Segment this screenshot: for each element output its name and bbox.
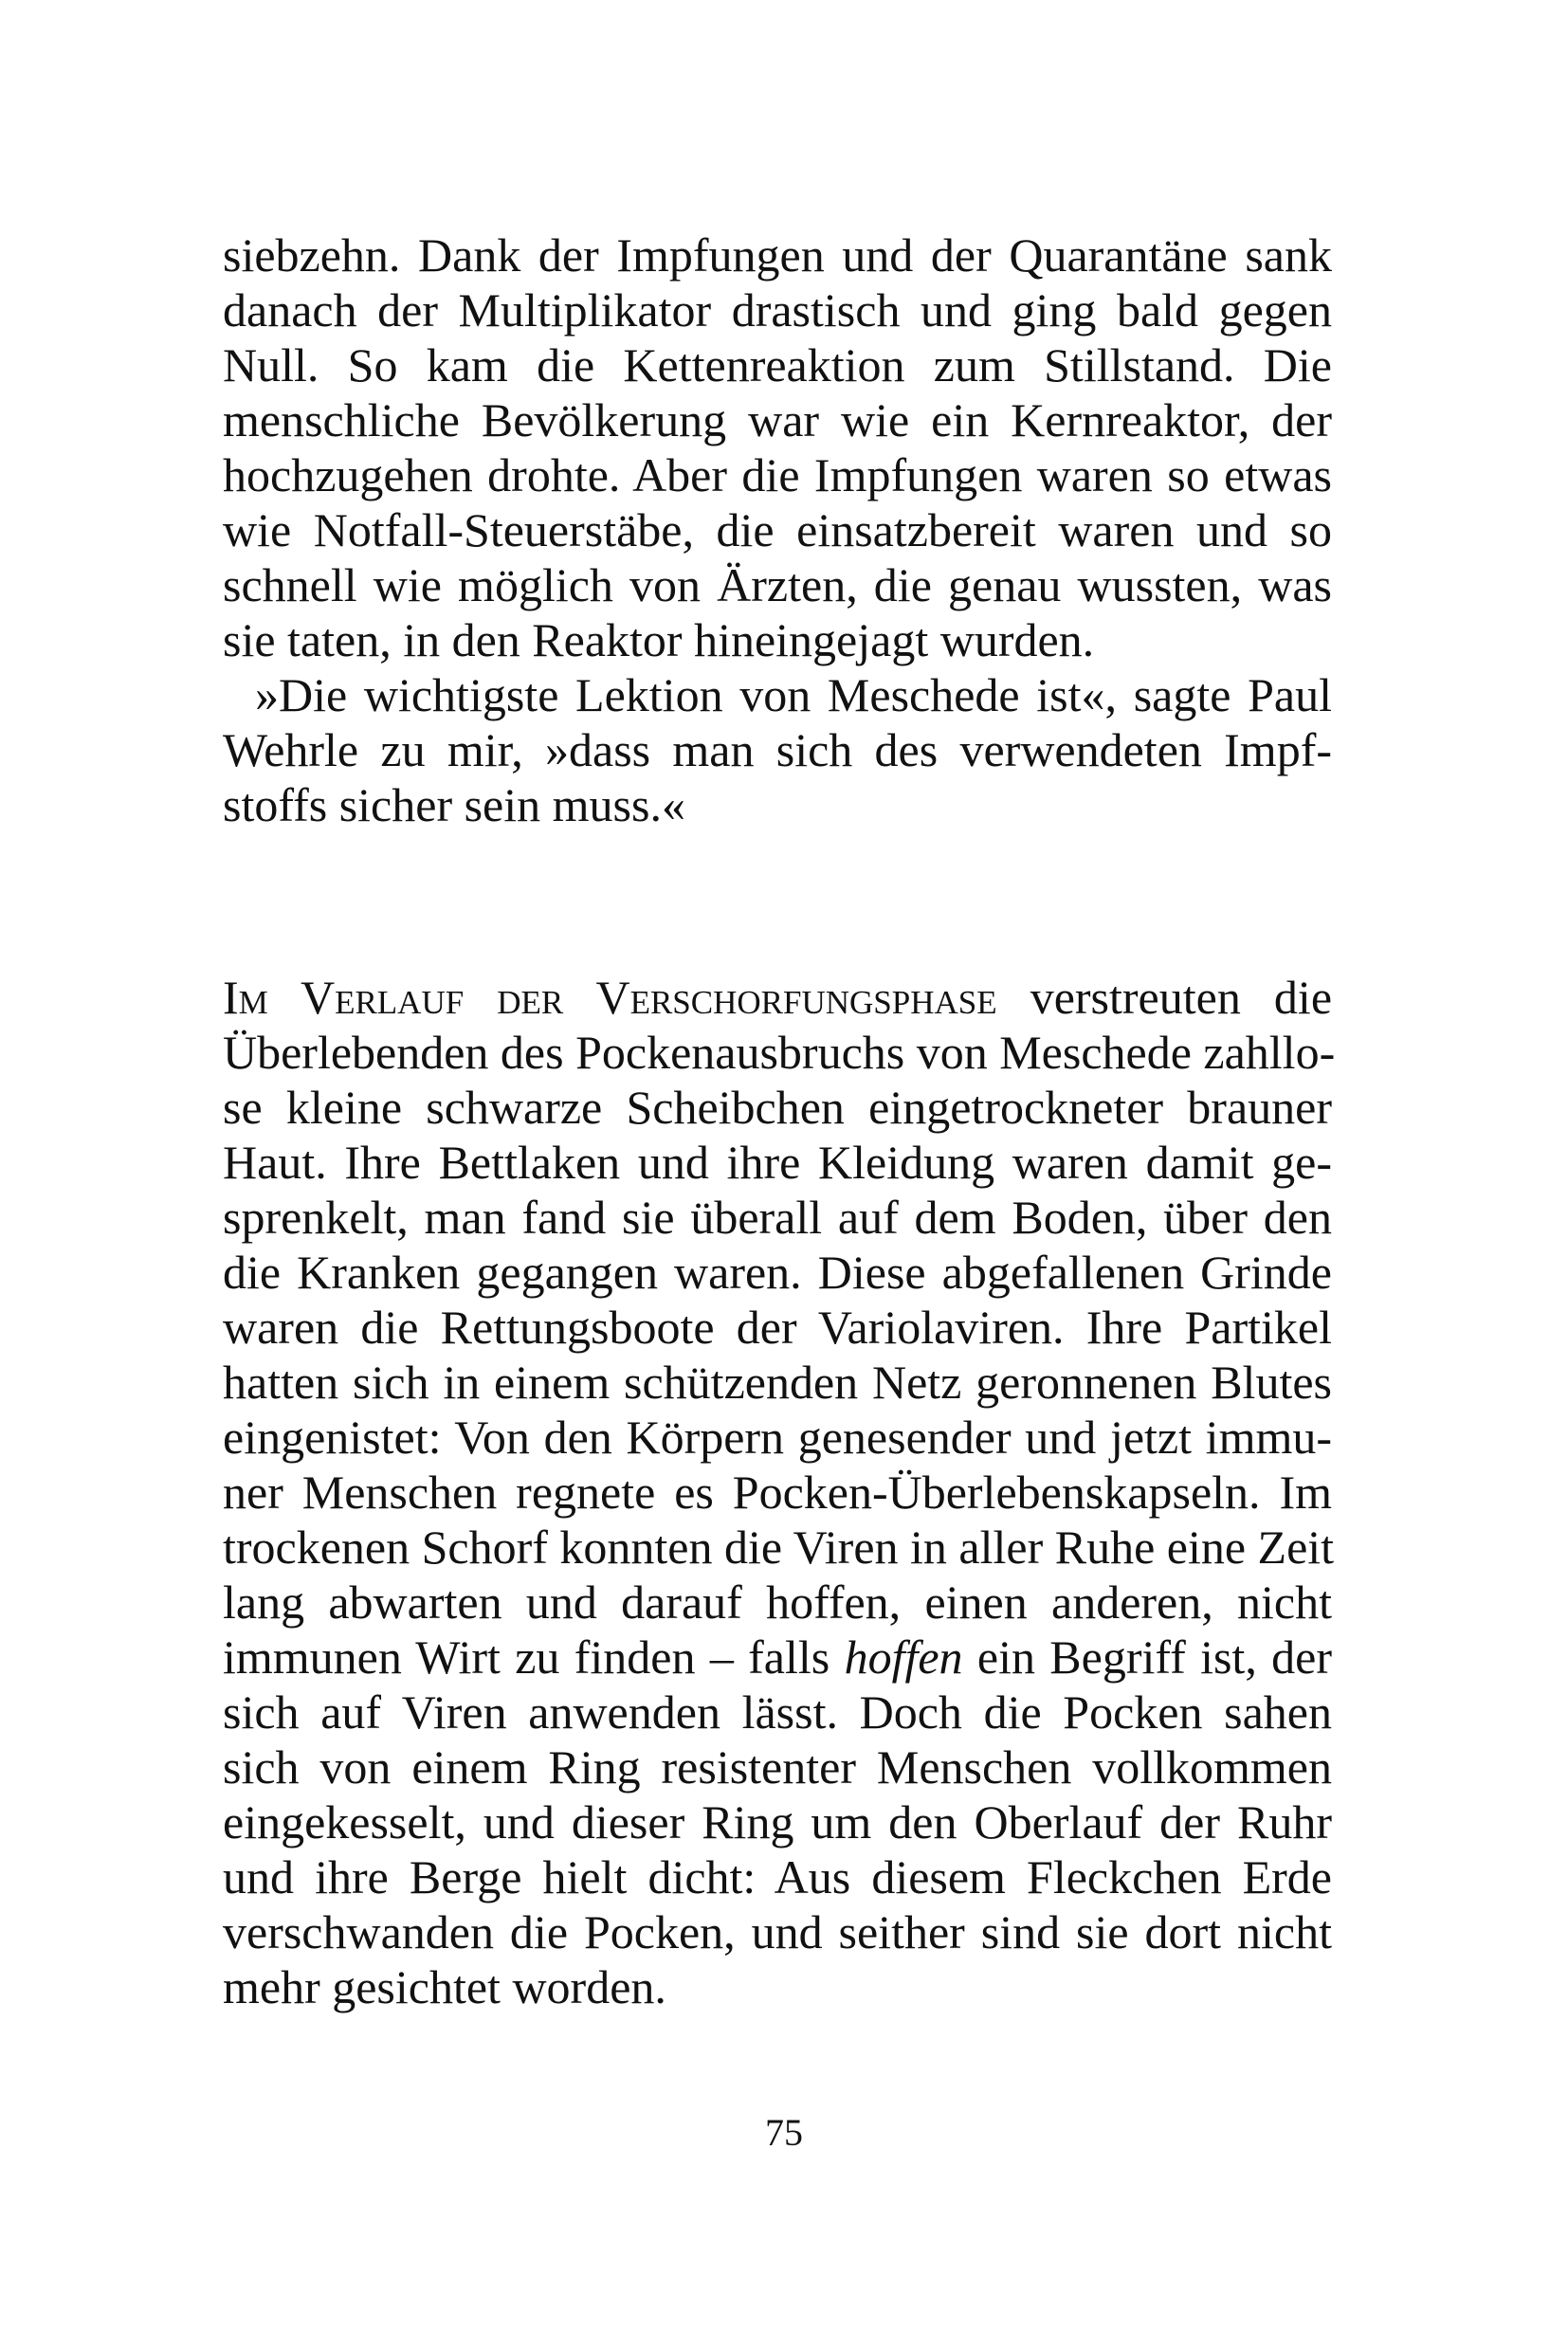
small-caps-lead-in: Im Verlauf der Verschorfungsphase	[223, 971, 997, 1024]
text-line: sie taten, in den Reaktor hineingejagt wurden.	[223, 613, 1095, 666]
text-line: eingekesselt, und dieser Ring um den Oberlauf der Ruhr	[223, 1795, 1332, 1849]
text-line: hatten sich in einem schützenden Netz geronnenen Blutes	[223, 1356, 1332, 1409]
text-line: sich auf Viren anwenden lässt. Doch die Pocken sahen	[223, 1685, 1332, 1739]
text-line: Null. So kam die Kettenreaktion zum Stillstand. Die	[223, 338, 1332, 392]
opening-line-rest: verstreuten die	[1030, 971, 1333, 1024]
text-line-opening	[223, 970, 1332, 1025]
text-line: siebzehn. Dank der Impfungen und der Quarantäne sank	[223, 228, 1332, 282]
text-line: se kleine schwarze Scheibchen eingetrockneter brauner	[223, 1081, 1332, 1134]
text-line: wie Notfall-Steuerstäbe, die einsatzbereit waren und so	[223, 503, 1332, 556]
text-line: schnell wie möglich von Ärzten, die genau wussten, was	[223, 558, 1332, 611]
italic-word: hoffen	[844, 1630, 963, 1684]
paragraph-block-2	[223, 970, 1336, 2014]
text-line: Haut. Ihre Bettlaken und ihre Kleidung waren damit ge-	[223, 1136, 1332, 1189]
text-line: Wehrle zu mir, »dass man sich des verwendeten Impf-	[223, 723, 1332, 776]
text-line: trockenen Schorf konnten die Viren in aller Ruhe eine Zeit	[223, 1521, 1335, 1574]
text-line: die Kranken gegangen waren. Diese abgefallenen Grinde	[223, 1246, 1332, 1299]
text-line: verschwanden die Pocken, und seither sind sie dort nicht	[223, 1905, 1332, 1958]
italic-line-before: immunen Wirt zu finden – falls	[223, 1630, 845, 1684]
text-line: und ihre Berge hielt dicht: Aus diesem Fleckchen Erde	[223, 1850, 1332, 1904]
italic-line-after: ein Begriff ist, der	[962, 1630, 1332, 1684]
paragraph-block-1	[223, 228, 1332, 832]
text-line: »Die wichtigste Lektion von Meschede ist«, sagte Paul	[255, 668, 1332, 721]
text-line: eingenistet: Von den Körpern genesender und jetzt immu-	[223, 1411, 1332, 1464]
text-line: menschliche Bevölkerung war wie ein Kernreaktor, der	[223, 393, 1332, 446]
text-line: Überlebenden des Pockenausbruchs von Meschede zahllo-	[223, 1026, 1336, 1079]
text-line: danach der Multiplikator drastisch und ging bald gegen	[223, 283, 1332, 337]
text-line: hochzugehen drohte. Aber die Impfungen waren so etwas	[223, 448, 1332, 501]
text-line: stoffs sicher sein muss.«	[223, 778, 685, 831]
text-line-with-italic	[223, 1630, 1332, 1685]
text-line: waren die Rettungsboote der Variolaviren. Ihre Partikel	[223, 1301, 1332, 1354]
text-line: lang abwarten und darauf hoffen, einen anderen, nicht	[223, 1576, 1332, 1629]
text-line: sprenkelt, man fand sie überall auf dem Boden, über den	[223, 1191, 1332, 1244]
text-line: mehr gesichtet worden.	[223, 1960, 666, 2013]
text-line: ner Menschen regnete es Pocken-Überlebenskapseln. Im	[223, 1466, 1332, 1519]
page-number: 75	[765, 2111, 803, 2154]
text-line: sich von einem Ring resistenter Menschen vollkommen	[223, 1740, 1332, 1794]
